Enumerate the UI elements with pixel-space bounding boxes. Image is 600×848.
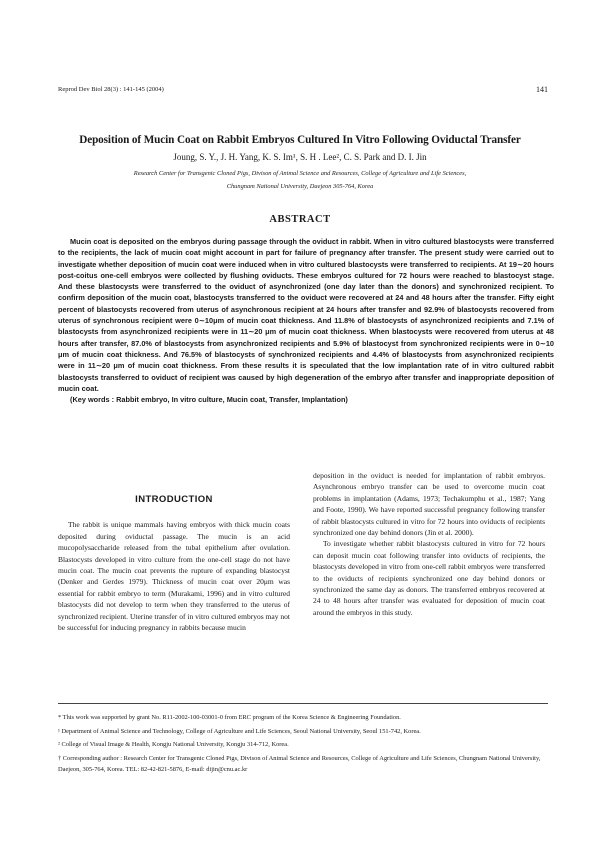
footnote-funding: * This work was supported by grant No. R11-2002-100-03001-0 from ERC program of the Korea Science & Engineering Foundation. <box>58 714 401 721</box>
footnotes <box>58 712 548 778</box>
page-number: 141 <box>536 85 548 94</box>
abstract-block <box>58 236 554 405</box>
footnote-2: ² College of Visual Image & Health, Kongju National University, Kongju 314-712, Korea. <box>58 741 289 749</box>
footnote-1: ¹ Department of Animal Science and Technology, College of Agriculture and Life Sciences, Seoul National University, Seoul 151-742, Korea. <box>58 727 421 735</box>
affiliation-line-1: Research Center for Transgenic Cloned Pigs, Divison of Animal Science and Resources, College of Agriculture and Life Sciences, <box>133 170 467 177</box>
journal-citation: Reprod Dev Biol 28(3) : 141-145 (2004) <box>58 86 164 93</box>
intro-paragraph-1: The rabbit is unique mammals having embryos with thick mucin coats deposited during oviductal passage. The mucin is an acid mucopolysaccharide released from the tubal epithelium after ovulation. Blastocysts developed in vitro culture from the one-cell stage do not have mucin coat. The mucin coat prevents the rupture of expanding blastocyst (Denker and Gerdes 1979). Thickness of mucin coat over 20μm was essential for rabbit embryo to term (Murakami, 1996) and in vitro cultured blastocysts did not develop to term when they transferred to the uterus of synchronized recipient. Uterine transfer of in vitro cultured embryos may not be successful for inducing pregnancy in rabbits because mucin <box>58 520 290 633</box>
keywords: (Key words : Rabbit embryo, In vitro culture, Mucin coat, Transfer, Implantation) <box>70 395 348 405</box>
intro-paragraph-2: deposition in the oviduct is needed for implantation of rabbit embryos. Asynchronous embryo transfer can be used to overcome mucin coat problems in implantation (Adams, 1973; Techakumphu et al., 1987; Yang and Foote, 1990). We have reported successful pregnancy following transfer of rabbit blastocysts cultured in vitro for 72 hours into oviducts of recipients synchronized one day behind donors (Jin et al. 2000). <box>313 471 545 538</box>
affiliation-line-2: Chungnam National University, Daejeon 305-764, Korea <box>226 183 374 190</box>
footnote-divider <box>58 703 548 704</box>
paper-title: Deposition of Mucin Coat on Rabbit Embryos Cultured In Vitro Following Oviductal Transfer <box>79 134 521 146</box>
intro-paragraph-3: To investigate whether rabbit blastocysts cultured in vitro for 72 hours can deposit mucin coat following transfer into oviducts of recipients, the blastocysts developed in vitro from one-cell rabbit embryos were transferred to the oviducts of recipients synchronized one day behind donors or synchronized the same day as donors. The transferred embryos recovered at 24 to 48 hours after transfer was evaluated for deposition of mucin coat around the embryos in this study. <box>313 539 545 617</box>
right-column <box>313 470 545 618</box>
author-list: Joung, S. Y., J. H. Yang, K. S. Im¹, S. H . Lee², C. S. Park and D. I. Jin <box>173 152 427 162</box>
introduction-heading: INTRODUCTION <box>135 494 213 505</box>
footnote-corresponding: † Corresponding author : Research Center for Transgenic Cloned Pigs, Divison of Animal Science and Resources, College of Agriculture and Life Sciences, Chungnam National University, Daejeon, 305-764, Korea. TEL: 82-42-821-5876, E-mail: dijin@cnu.ac.kr <box>58 754 541 774</box>
left-column <box>58 472 290 633</box>
abstract-heading: ABSTRACT <box>269 214 331 225</box>
abstract-text: Mucin coat is deposited on the embryos during passage through the oviduct in rabbit. When in vitro cultured blastocysts were transferred to the recipients, the lack of mucin coat might account in part for failure of pregnancy after transfer. The present study were carried out to investigate whether deposition of mucin coat were induced when in vitro cultured blastocysts were transferred to recipients. At 19∼20 hours post-coitus one-cell embryos were collected by flushing oviducts. These embryos cultured for 72 hours were reached to blastocyst stage. And these blastocysts were transferred to the oviduct of asynchronized (one day later than the donors) and synchronized recipient. To confirm deposition of the mucin coat, blastocysts transferred to the oviduct were recovered at 24 and 48 hours after the transfer. Fifty eight percent of blastocysts recovered from uterus of asynchronous recipient at 24 hours after transfer and 92.9% of blastocysts recovered from uterus of synchronous recipient were 0∼10μm of mucin coat thickness. And 11.8% of blastocysts of asynchronized recipients and 7.1% of blastocysts from asynchronized recipients were in 11∼20 μm of mucin coat thickness. When blastocysts were recovered from uterus at 48 hours after transfer, 87.0% of blastocysts from asynchronized recipients and 5.9% of blastocyst from synchronized recipients were in 0∼10 μm of mucin coat thickness. And 76.5% of blastocysts of synchronized recipients and 4.4% of blastocysts from asynchronized recipients were in 11∼20 μm of mucin coat thickness. From these results it is speculated that the low implantation rate of in vitro cultured rabbit blastocysts transferred to oviduct of recipient was caused by high degeneration of the embryo after transfer and inappropriate deposition of mucin coat. <box>58 237 554 393</box>
